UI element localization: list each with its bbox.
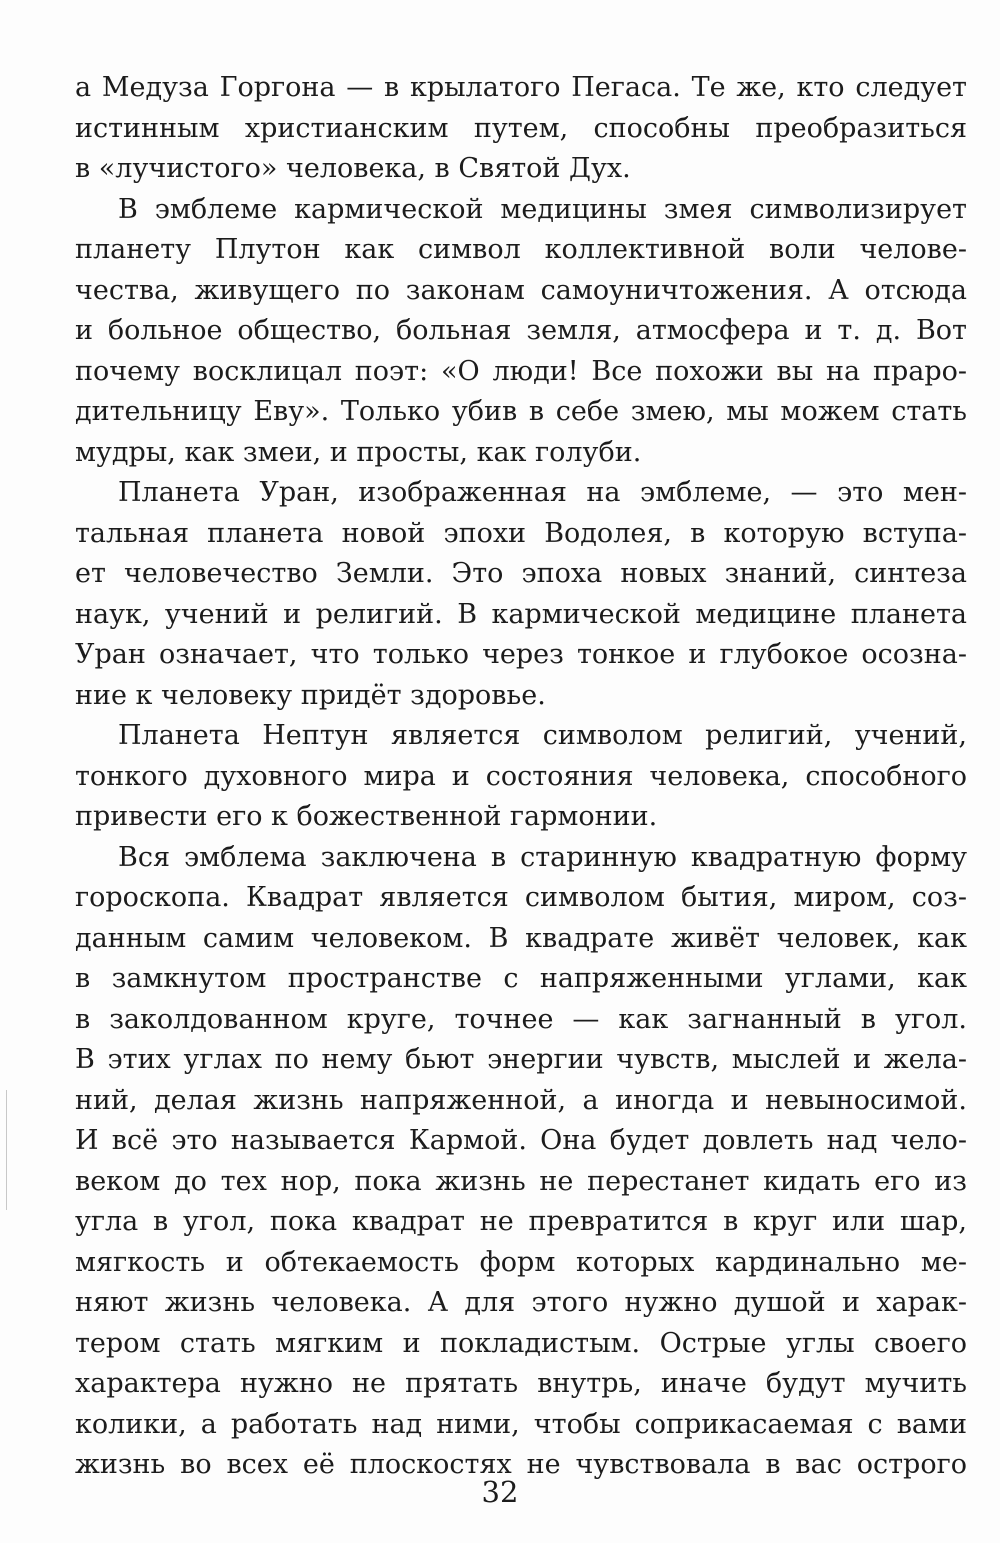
- page-number: 32: [481, 1475, 519, 1509]
- text-line: Вся эмблема заключена в старинную квадратную форму: [118, 841, 967, 873]
- text-line: В этих углах по нему бьют энергии чувств, мыслей и жела-: [75, 1044, 967, 1075]
- paragraph: [75, 473, 967, 716]
- scan-edge-mark: [6, 1090, 7, 1210]
- text-line: мягкость и обтекаемость форм которых кардинально ме-: [75, 1246, 967, 1278]
- text-line: веком до тех нор, пока жизнь не перестанет кидать его из: [75, 1165, 967, 1197]
- text-line: В эмблеме кармической медицины змея символизирует: [118, 193, 967, 225]
- text-line: в замкнутом пространстве с напряженными углами, как: [75, 963, 967, 994]
- text-line: ние к человеку придёт здоровье.: [75, 679, 546, 711]
- paragraph: [75, 68, 967, 190]
- text-line: в «лучистого» человека, в Святой Дух.: [75, 153, 631, 184]
- text-line: привести его к божественной гармонии.: [75, 801, 658, 832]
- paragraph: [75, 190, 967, 474]
- text-line: няют жизнь человека. А для этого нужно душой и харак-: [75, 1287, 967, 1318]
- text-line: истинным христианским путем, способны преобразиться: [75, 112, 967, 144]
- text-line: угла в угол, пока квадрат не превратится в круг или шар,: [75, 1206, 967, 1237]
- text-line: в заколдованном круге, точнее — как загнанный в угол.: [75, 1003, 967, 1035]
- body-text: [75, 68, 967, 1486]
- text-line: и больное общество, больная земля, атмосфера и т. д. Вот: [75, 315, 967, 346]
- text-line: планету Плутон как символ коллективной воли челове-: [75, 234, 967, 265]
- text-line: ет человечество Земли. Это эпоха новых знаний, синтеза: [75, 558, 967, 589]
- text-line: Планета Уран, изображенная на эмблеме, — это мен-: [118, 477, 967, 508]
- text-line: гороскопа. Квадрат является символом бытия, миром, соз-: [75, 882, 967, 913]
- text-line: характера нужно не прятать внутрь, иначе будут мучить: [75, 1368, 967, 1399]
- paragraph: [75, 838, 967, 1486]
- text-line: И всё это называется Кармой. Она будет довлеть над чело-: [75, 1125, 967, 1156]
- text-line: Уран означает, что только через тонкое и глубокое осозна-: [75, 639, 967, 670]
- text-line: а Медуза Горгона — в крылатого Пегаса. Те же, кто следует: [75, 72, 967, 103]
- text-line: колики, а работать над ними, чтобы соприкасаемая с вами: [75, 1408, 967, 1440]
- text-line: жизнь во всех её плоскостях не чувствовала в вас острого: [75, 1449, 967, 1480]
- text-line: тером стать мягким и покладистым. Острые углы своего: [75, 1327, 967, 1359]
- text-line: мудры, как змеи, и просты, как голуби.: [75, 436, 642, 468]
- text-line: чества, живущего по законам самоуничтожения. А отсюда: [75, 274, 967, 306]
- text-line: тонкого духовного мира и состояния человека, способного: [75, 760, 967, 792]
- text-line: наук, учений и религий. В кармической медицине планета: [75, 598, 967, 630]
- text-line: Планета Нептун является символом религий, учений,: [118, 720, 967, 751]
- text-line: тальная планета новой эпохи Водолея, в которую вступа-: [75, 517, 967, 549]
- text-line: почему восклицал поэт: «О люди! Все похожи вы на праро-: [75, 355, 967, 387]
- text-line: дительницу Еву». Только убив в себе змею, мы можем стать: [75, 396, 967, 427]
- text-line: данным самим человеком. В квадрате живёт человек, как: [75, 922, 967, 954]
- text-line: ний, делая жизнь напряженной, а иногда и невыносимой.: [75, 1084, 967, 1116]
- paragraph: [75, 716, 967, 838]
